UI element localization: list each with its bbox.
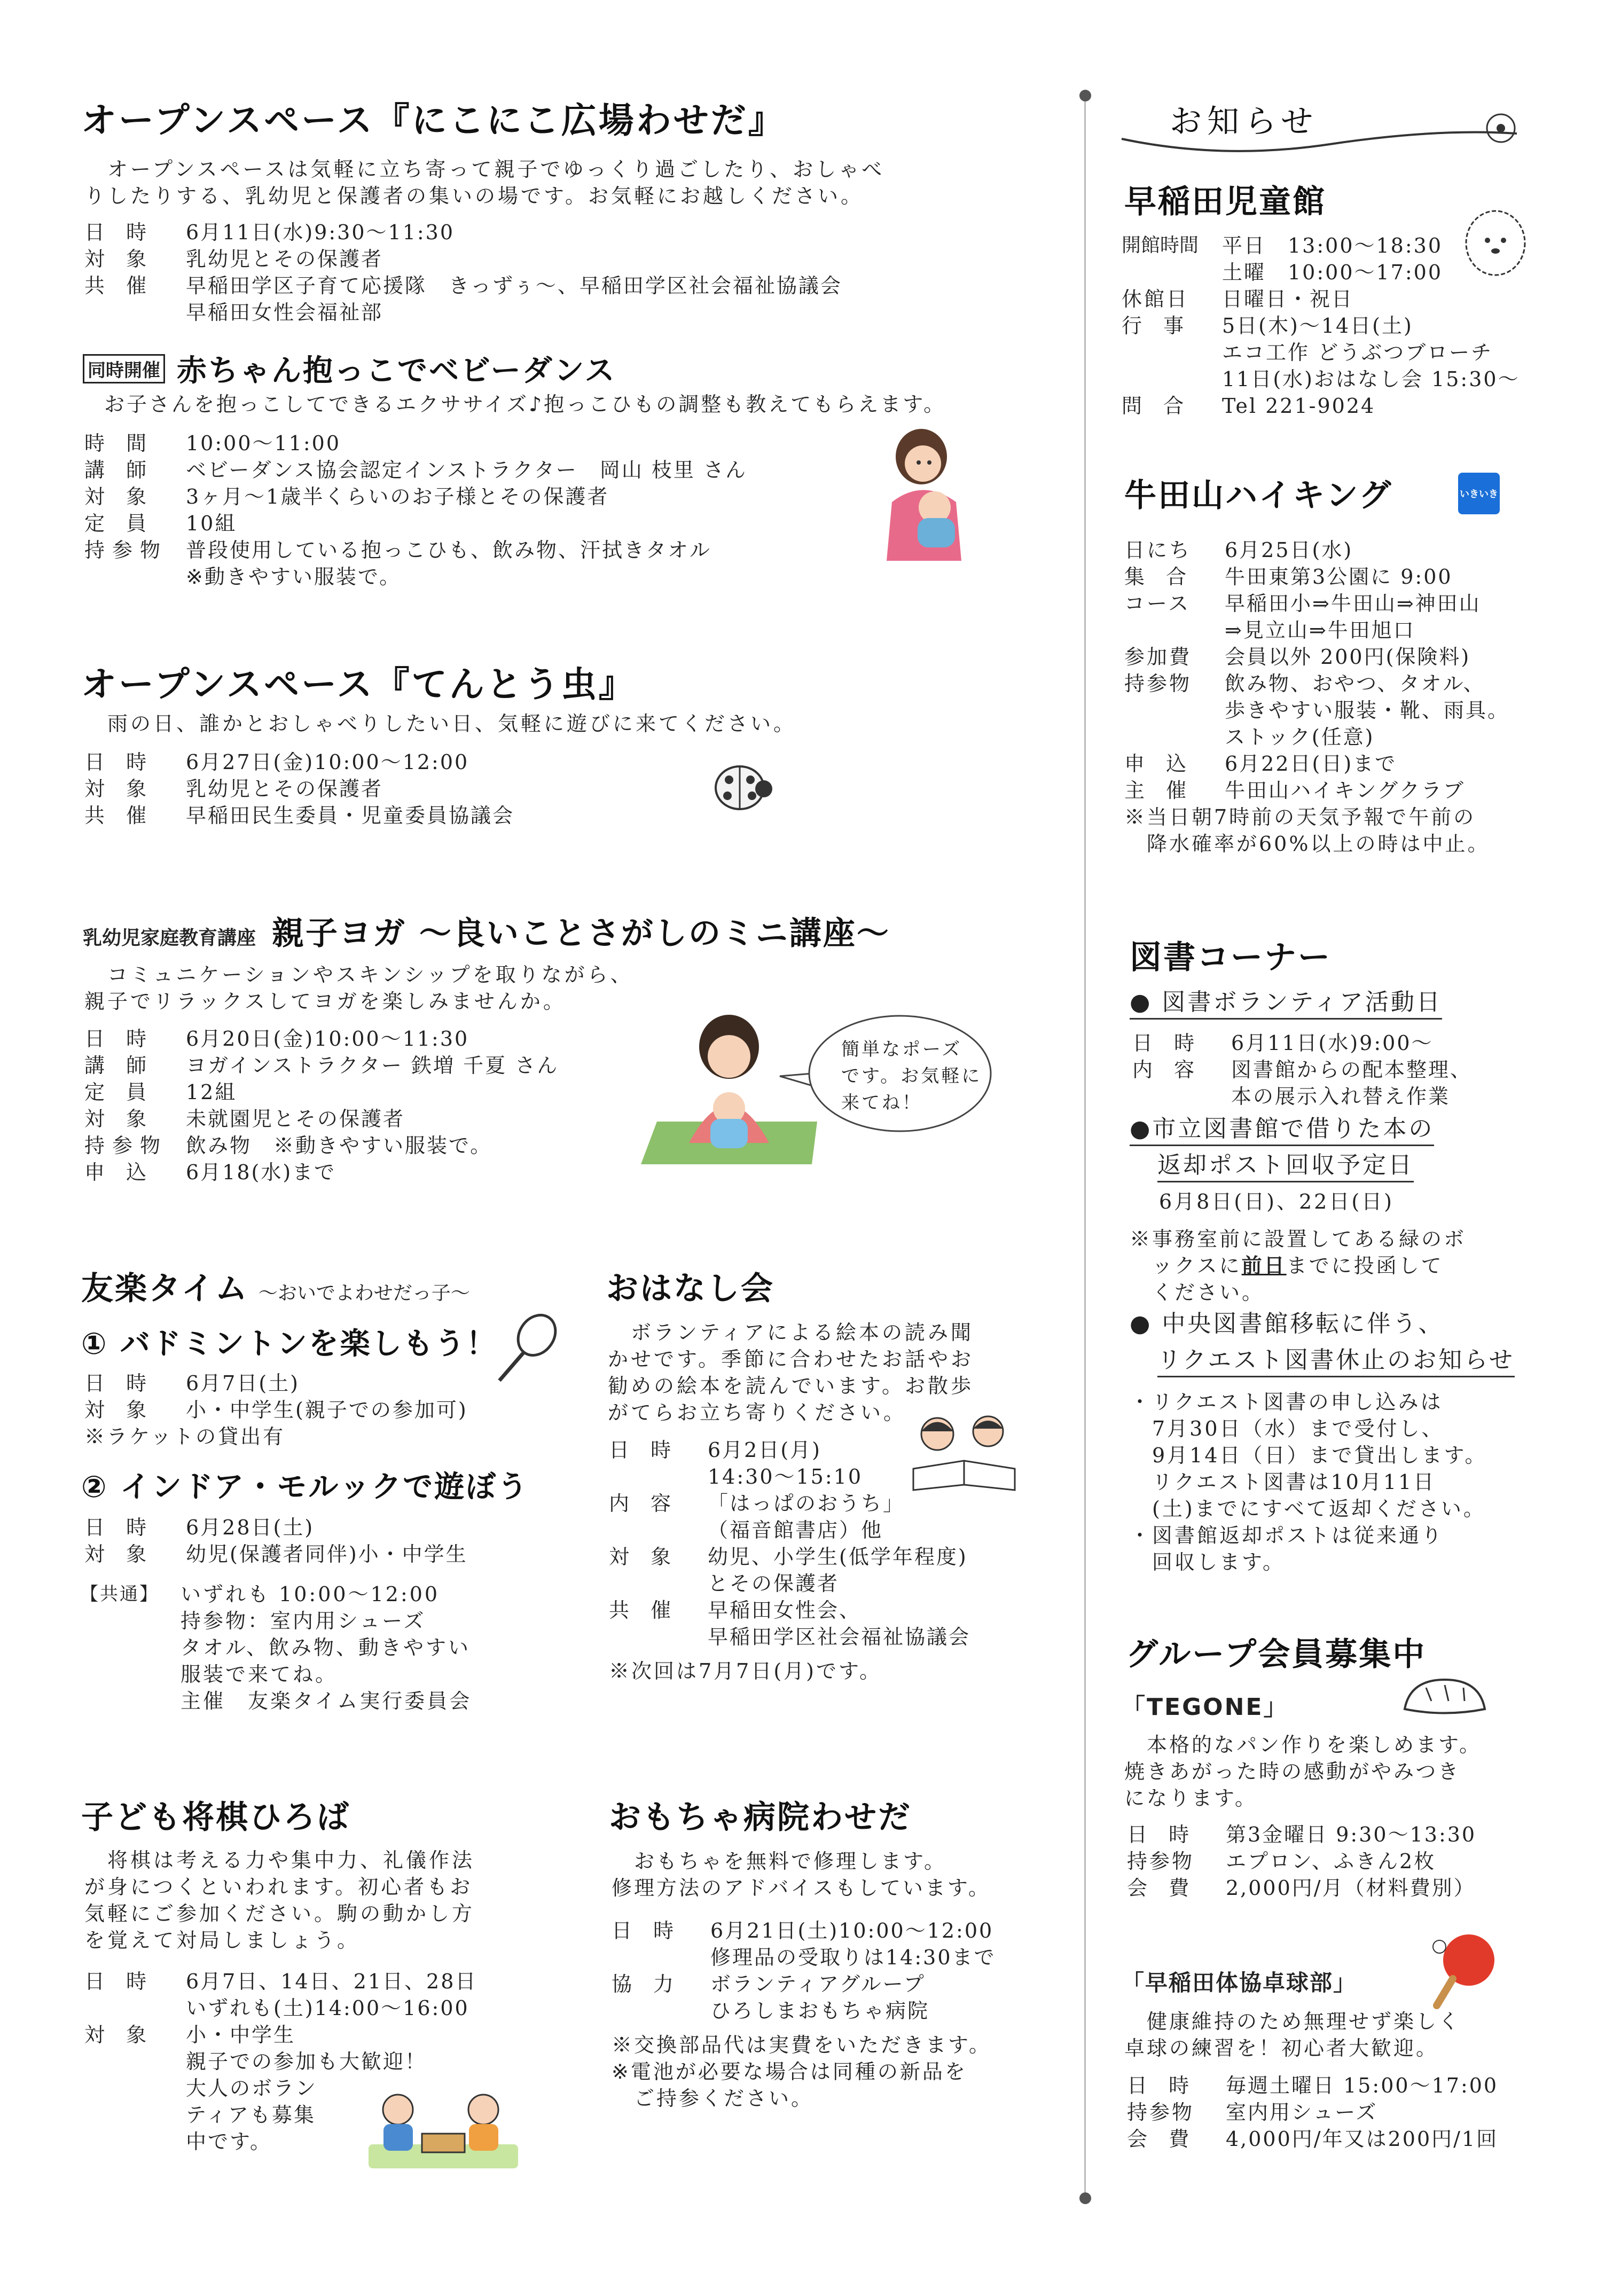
library-title: 図書コーナー (1130, 939, 1332, 976)
library-return-heading: ●市立図書館で借りた本の 返却ポスト回収予定日 (1130, 1111, 1434, 1184)
tegone-name: 「TEGONE」 (1122, 1694, 1289, 1721)
library-volunteer-heading: ● 図書ボランティア活動日 (1130, 983, 1442, 1017)
yuraku-subtitle: ～おいでよわせだっ子～ (258, 1282, 470, 1304)
baby-dance-intro: お子さんを抱っこしてできるエクササイズ♪抱っこひもの調整も教えてもらえます。 (104, 393, 946, 416)
baby-dance-header (83, 347, 616, 390)
groups-title: グループ会員募集中 (1126, 1636, 1427, 1673)
divider-bottom-dot (1079, 2192, 1091, 2204)
ping-pong-paddle-icon (1426, 1931, 1501, 2011)
yuraku-title: 友楽タイム (81, 1270, 249, 1307)
table-tennis-details: 日 時 毎週土曜日 15:00～17:00 持参物 室内用シューズ 会 費 4,000円/年又は200円/1回 (1127, 2074, 1499, 2151)
table-tennis-intro: 健康維持のため無理せず楽しく 卓球の練習を！初心者大歓迎。 (1124, 2010, 1461, 2060)
jidokan-title: 早稲田児童館 (1124, 183, 1326, 221)
toy-hospital-title: おもちゃ病院わせだ (609, 1799, 912, 1836)
open-space-2-title: オープンスペース『てんとう虫』 (81, 664, 636, 705)
toy-hospital-details: 日 時 6月21日(土)10:00～12:00 修理品の受取りは14:30まで 協 力 ボランティアグループ ひろしまおもちゃ病院 ※交換部品代は実費をいただきます。 ※電池が必要な場合は同種の新品を ご持参ください。 (612, 1919, 996, 2110)
library-volunteer-details: 日 時 6月11日(水)9:00～ 内 容 図書館からの配本整理、 本の展示入れ替え作業 (1132, 1031, 1473, 1108)
yuraku-header (81, 1263, 470, 1309)
yoga-intro: コミュニケーションやスキンシップを取りながら、 親子でリラックスしてヨガを楽しみませんか。 (84, 963, 633, 1013)
molkky-details: 日 時 6月28日(土) 対 象 幼児(保護者同伴)小・中学生 (84, 1516, 468, 1566)
molkky-title: ② インドア・モルックで遊ぼう (81, 1470, 529, 1504)
badminton-title: ① バドミントンを楽しもう！ (81, 1327, 498, 1361)
open-space-1-intro: オープンスペースは気軽に立ち寄って親子でゆっくり過ごしたり、おしゃべ りしたりする、乳幼児と保護者の集いの場です。お気軽にお越しください。 (84, 158, 885, 208)
mother-holding-baby-illustration (876, 427, 972, 566)
bread-icon (1399, 1672, 1490, 1720)
yoga-header (83, 908, 890, 954)
children-playing-shogi-illustration (363, 2086, 523, 2171)
yoga-details: 日 時 6月20日(金)10:00～11:30 講 師 ヨガインストラクター 鉄増 千夏 さん 定 員 12組 対 象 未就園児とその保護者 持参物 飲み物 ※動きやすい服装で。 申 込 6月18(水)まで (84, 1027, 559, 1184)
shogi-intro: 将棋は考える力や集中力、礼儀作法 が身につくといわれます。初心者もお 気軽にご参加ください。駒の動かし方 を覚えて対局しましょう。 (84, 1848, 475, 1952)
column-divider (1084, 93, 1086, 2198)
library-return-dates: 6月8日(日)、22日(日) (1159, 1190, 1395, 1213)
shogi-title: 子ども将棋ひろば (81, 1799, 350, 1836)
badminton-details: 日 時 6月7日(土) 対 象 小・中学生(親子での参加可) ※ラケットの貸出有 (84, 1372, 468, 1448)
shogi-details: 日 時 6月7日、14日、21日、28日 いずれも(土)14:00～16:00 対 象 小・中学生 親子での参加も大歓迎！ 大人のボラン ティアも募集 中です。 (84, 1970, 477, 2153)
tegone-details: 日 時 第3金曜日 9:30～13:30 持参物 エプロン、ふきん2枚 会 費 2,000円/月（材料費別） (1127, 1823, 1477, 1900)
hiking-title: 牛田山ハイキング (1124, 477, 1393, 514)
ohanashi-intro: ボランティアによる絵本の読み聞 かせです。季節に合わせたお話やお 勧めの絵本を読んでいます。お散歩 がてらお立ち寄りください。 (608, 1321, 974, 1424)
library-return-note: ※事務室前に設置してある緑のボ ックスに前日までに投函して ください。 (1130, 1227, 1467, 1304)
hiking-details: 日にち 6月25日(水) 集 合 牛田東第3公園に 9:00 コース 早稲田小⇒牛田山⇒神田山 ⇒見立山⇒牛田旭口 参加費 会員以外 200円(保険料) 持参物 飲み物、おやつ、タオル、 歩きやすい服装・靴、雨具。 ストック(任意) 申 込 6月22日(日)まで 主 催 牛田山ハイキングクラブ ※当日朝7時前の天気予報で午前の 降水確率が60%以上の時は中止。 (1124, 538, 1510, 856)
toy-hospital-intro: おもちゃを無料で修理します。 修理方法のアドバイスもしています。 (612, 1850, 991, 1900)
children-reading-books-illustration (908, 1410, 1020, 1495)
speech-bubble-text: 簡単なポーズ です。お気軽に 来てね！ (841, 1039, 982, 1114)
ohanashi-title: おはなし会 (606, 1270, 774, 1307)
library-request-text: ・リクエスト図書の申し込みは 7月30日（水）まで受付し、 9月14日（日）まで貸出します。 リクエスト図書は10月11日 (土)までにすべて返却ください。 ・図書館返却ポストは従来通り 回収します。 (1130, 1390, 1487, 1574)
yuraku-common: 【共通】 いずれも 10:00～12:00 持参物：室内用シューズ タオル、飲み物、動きやすい 服装で来てね。 主催 友楽タイム実行委員会 (80, 1582, 472, 1713)
open-space-2-details: 日 時 6月27日(金)10:00～12:00 対 象 乳幼児とその保護者 共 催 早稲田民生委員・児童委員協議会 (84, 750, 515, 827)
open-space-2-intro: 雨の日、誰かとおしゃべりしたい日、気軽に遊びに来てください。 (84, 712, 797, 735)
table-tennis-club-name: 「早稲田体協卓球部」 (1122, 1970, 1357, 1996)
tegone-intro: 本格的なパン作りを楽しめます。 焼きあがった時の感動がやみつき になります。 (1124, 1733, 1482, 1810)
notice-vine-decoration (1116, 107, 1533, 166)
open-space-1-title: オープンスペース『にこにこ広場わせだ』 (81, 100, 786, 141)
baby-dance-title: 赤ちゃん抱っこでベビーダンス (177, 354, 616, 388)
badminton-racket-icon (491, 1311, 561, 1386)
open-space-1-details: 日 時 6月11日(水)9:30～11:30 対 象 乳幼児とその保護者 共 催 早稲田学区子育て応援隊 きっずぅ～、早稲田学区社会福祉協議会 早稲田女性会福祉部 (84, 221, 842, 324)
notice-heading: お知らせ (1170, 103, 1319, 140)
concurrent-tag: 同時開催 (83, 354, 165, 383)
yoga-title: 親子ヨガ ～良いことさがしのミニ講座～ (272, 915, 890, 952)
ikiiki-badge: いきいき (1458, 473, 1500, 514)
divider-top-dot (1079, 90, 1091, 101)
library-request-heading: ● 中央図書館移転に伴う、 リクエスト図書休止のお知らせ (1130, 1306, 1515, 1378)
yoga-prefix: 乳幼児家庭教育講座 (83, 927, 256, 949)
ohanashi-details: 日 時 6月2日(月) 14:30～15:10 内 容 「はっぱのおうち」 （福音館書店）他 対 象 幼児、小学生(低学年程度) とその保護者 共 催 早稲田女性会、 早稲田学区社会福祉協議会 ※次回は7月7日(月)です。 (609, 1438, 971, 1683)
jidokan-details: 開館時間 平日 13:00～18:30 土曜 10:00～17:00 休館日 日曜日・祝日 行 事 5日(木)～14日(土) エコ工作 どうぶつブローチ 11日(水)おはなし会 15:30～ 問 合 Tel 221-9024 (1122, 234, 1520, 418)
baby-dance-details: 時 間 10:00～11:00 講 師 ベビーダンス協会認定インストラクター 岡山 枝里 さん 対 象 3ヶ月～1歳半くらいのお子様とその保護者 定 員 10組 持参物 普段使用している抱っこひも、飲み物、汗拭きタオル ※動きやすい服装で。 (84, 432, 747, 589)
ladybug-icon (710, 756, 774, 814)
